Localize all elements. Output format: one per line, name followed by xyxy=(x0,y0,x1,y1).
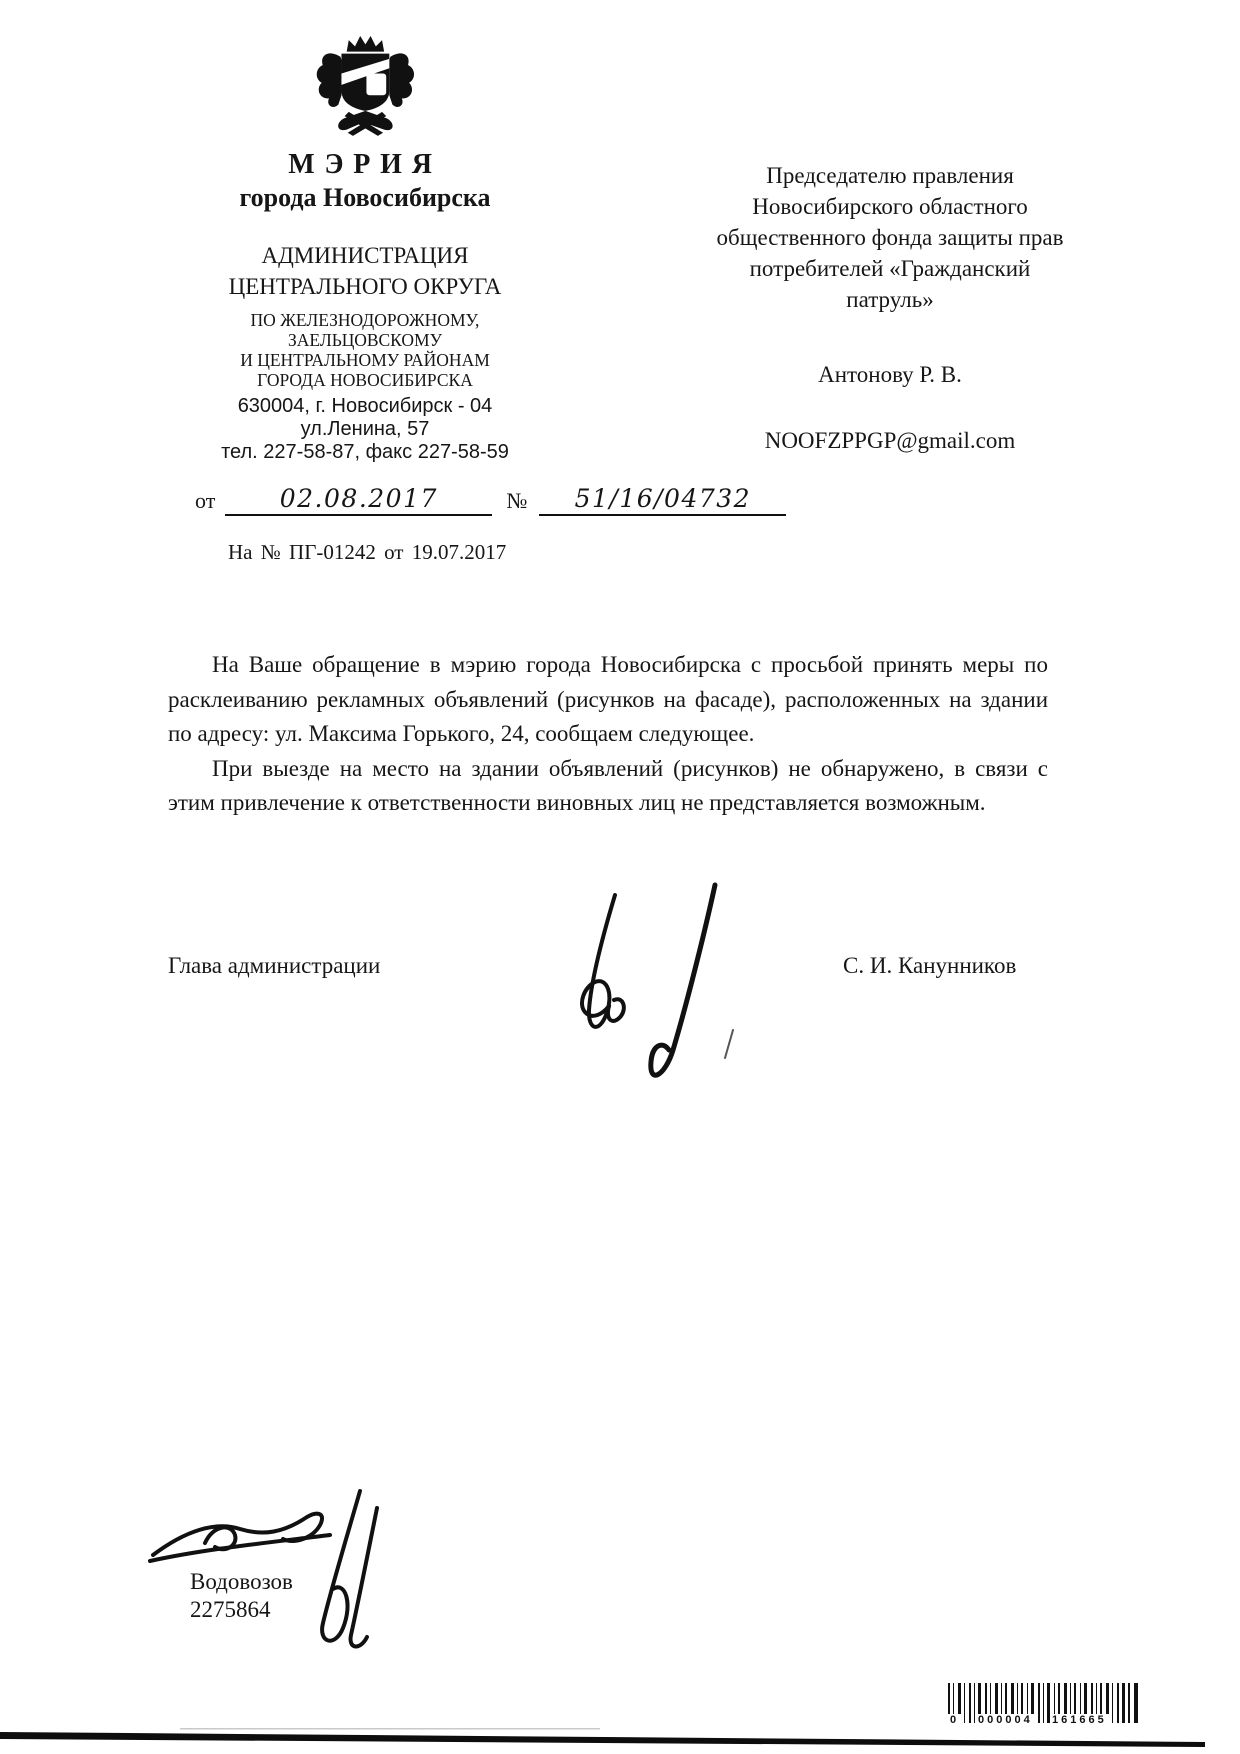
district-line: ГОРОДА НОВОСИБИРСКА xyxy=(257,370,473,390)
body-paragraph: На Ваше обращение в мэрию города Новосибирска с просьбой принять меры по расклеиванию рекламных объявлений (рисунков на фасаде), расположенных на здании по адресу: ул. Максима Горького, 24, сообщаем следующее. xyxy=(168,652,1048,746)
org-title-mayoralty: МЭРИЯ xyxy=(288,149,442,180)
district-line: ЗАЕЛЬЦОВСКОМУ xyxy=(288,330,442,350)
recipient-line: Новосибирского областного xyxy=(752,194,1028,219)
recipient-email: NOOFZPPGP@gmail.com xyxy=(764,428,1016,453)
reply-to-reference: На № ПГ-01242 от 19.07.2017 xyxy=(228,540,507,564)
administration-line: ЦЕНТРАЛЬНОГО ОКРУГА xyxy=(228,274,502,299)
letter-body xyxy=(168,648,1048,821)
administration-line: АДМИНИСТРАЦИЯ xyxy=(261,243,469,268)
district-line: ПО ЖЕЛЕЗНОДОРОЖНОМУ, xyxy=(250,310,480,330)
novosibirsk-coat-of-arms-icon xyxy=(180,36,550,140)
handwritten-number: 51/16/04732 xyxy=(574,484,752,513)
street-address: ул.Ленина, 57 xyxy=(300,418,430,440)
barcode-digit-left: 0 xyxy=(950,1714,960,1726)
org-title-city: города Новосибирска xyxy=(239,183,491,212)
outgoing-date-field xyxy=(225,484,492,516)
handwritten-date: 02.08.2017 xyxy=(279,484,438,513)
from-label: от xyxy=(195,488,216,513)
signer-name: С. И. Канунников xyxy=(843,953,1017,978)
outgoing-number-field xyxy=(539,484,786,516)
postal-address: 630004, г. Новосибирск - 04 xyxy=(237,395,493,417)
barcode-digit-group1: 000004 xyxy=(978,1714,1033,1726)
executor-phone: 2275864 xyxy=(190,1597,271,1622)
address-block xyxy=(180,395,550,464)
recipient-name: Антонову Р. В. xyxy=(818,362,962,387)
outgoing-reference-row xyxy=(195,484,786,516)
district-line: И ЦЕНТРАЛЬНОМУ РАЙОНАМ xyxy=(240,350,490,370)
executor-name: Водовозов xyxy=(190,1569,293,1594)
signer-position-title: Глава администрации xyxy=(168,953,381,978)
scan-artifact-line xyxy=(0,1720,1240,1754)
registration-barcode xyxy=(948,1683,1138,1726)
executor-block xyxy=(190,1568,293,1624)
head-signature-scribble xyxy=(565,880,765,1100)
recipient-line: патруль» xyxy=(846,287,934,312)
recipient-line: общественного фонда защиты прав xyxy=(716,225,1064,250)
administration-block xyxy=(180,240,550,302)
number-label: № xyxy=(506,488,528,513)
body-paragraph: При выезде на место на здании объявлений (рисунков) не обнаружено, в связи с этим привлечение к ответственности виновных лиц не представляется возможным. xyxy=(168,755,1048,815)
recipient-block xyxy=(660,160,1120,315)
districts-block xyxy=(180,310,550,390)
letterhead xyxy=(180,36,550,464)
phone-fax: тел. 227-58-87, факс 227-58-59 xyxy=(221,441,509,463)
recipient-line: потребителей «Гражданский xyxy=(749,256,1031,281)
recipient-line: Председателю правления xyxy=(766,163,1014,188)
barcode-digit-group2: 161665 xyxy=(1052,1714,1107,1726)
